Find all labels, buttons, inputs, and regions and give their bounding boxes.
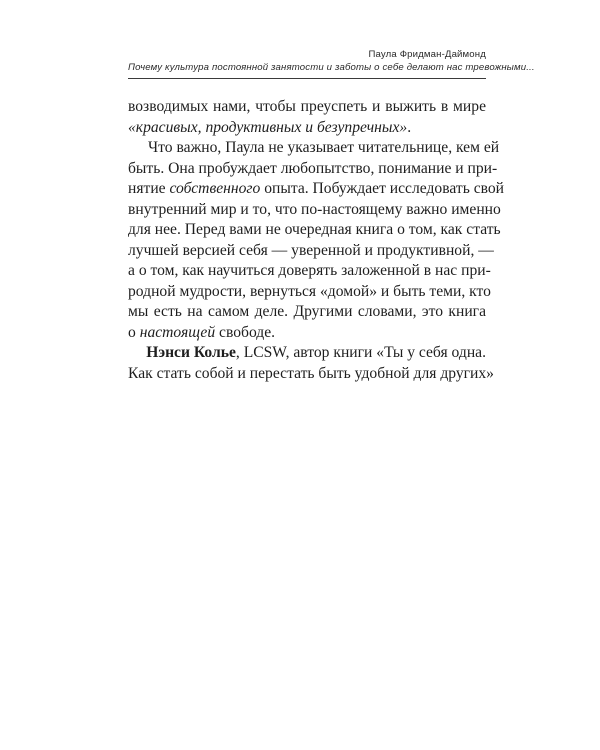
text-line	[128, 159, 498, 180]
italic-phrase: «красивых, продуктивных и безупречных»	[128, 118, 408, 136]
italic-phrase: настоящей	[139, 323, 216, 341]
page-body	[128, 97, 505, 384]
text-line	[128, 241, 494, 262]
attribution-line	[128, 364, 494, 385]
text-line	[128, 179, 505, 200]
text-fragment: нятие	[128, 180, 170, 197]
text-fragment: лучшей версией себя — уверенной и продуктивной, —	[128, 241, 494, 259]
text-fragment: , LCSW, автор книги «Ты у себя одна.	[235, 344, 486, 361]
text-line	[128, 282, 491, 303]
running-head-author: Паула Фридман-Даймонд	[368, 49, 486, 60]
running-head	[128, 48, 535, 74]
text-line	[128, 261, 491, 282]
attribution-line	[128, 343, 486, 364]
text-fragment: внутренний мир и то, что по-настоящему важно именно	[128, 200, 501, 218]
running-head-book-title: Почему культура постоянной занятости и заботы о себе делают нас тревожными...	[128, 62, 535, 73]
text-fragment: быть. Она пробуждает любопытство, понимание и при-	[128, 159, 498, 177]
attribution-author-name: Нэнси Колье	[146, 344, 236, 361]
text-fragment: для нее. Перед вами не очередная книга о том, как стать	[128, 221, 501, 238]
text-fragment: мы есть на самом деле. Другими словами, это книга	[128, 303, 486, 320]
text-fragment: а о том, как научиться доверять заложенной в нас при-	[128, 262, 491, 279]
text-fragment: Как стать собой и перестать быть удобной для других»	[128, 364, 494, 382]
text-line	[128, 323, 486, 344]
header-rule	[128, 78, 486, 79]
text-fragment: .	[407, 118, 412, 136]
italic-phrase: собственного	[169, 180, 261, 197]
text-line	[128, 200, 501, 221]
text-line	[128, 138, 500, 159]
text-line	[128, 220, 501, 241]
text-line	[128, 97, 486, 118]
text-fragment: о	[128, 323, 140, 341]
text-fragment: возводимых нами, чтобы преуспеть и выжить в мире	[128, 98, 486, 115]
text-fragment: свободе.	[215, 323, 276, 341]
text-line	[128, 302, 486, 323]
text-fragment: родной мудрости, вернуться «домой» и быть теми, кто	[128, 282, 491, 300]
text-fragment: опыта. Побуждает исследовать свой	[260, 180, 505, 197]
text-line	[128, 118, 486, 139]
text-fragment: Что важно, Паула не указывает читательнице, кем ей	[148, 139, 500, 156]
